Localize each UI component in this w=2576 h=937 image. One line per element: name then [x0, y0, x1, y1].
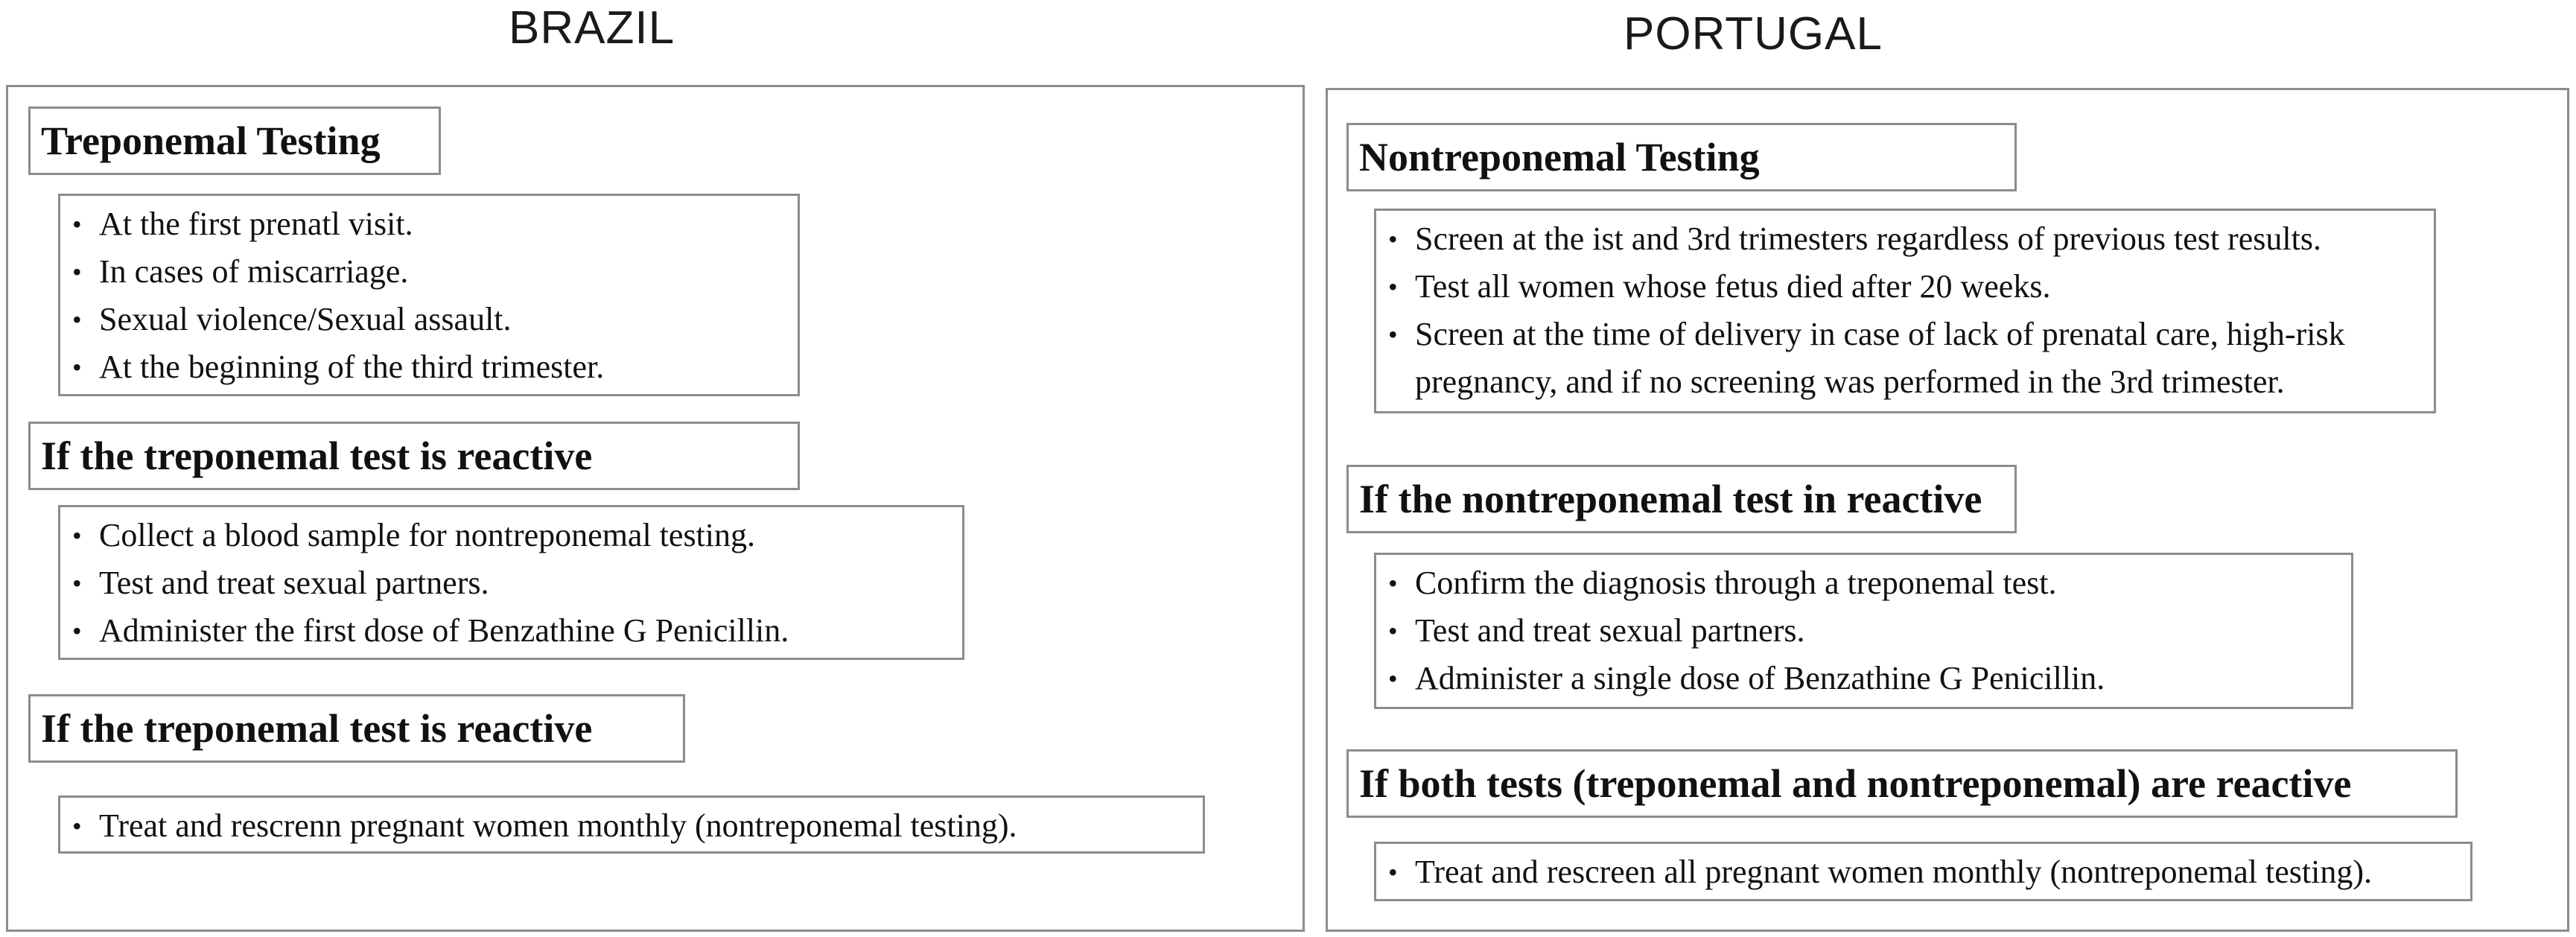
list-item: • Treat and rescrenn pregnant women monthly (nontreponemal testing). [60, 802, 1203, 850]
list-item: • Administer the first dose of Benzathine G Penicillin. [60, 607, 962, 655]
portugal-title: PORTUGAL [1623, 8, 1883, 60]
list-item: • At the beginning of the third trimester. [60, 343, 798, 391]
brazil-reactive-list-2 [58, 795, 1205, 854]
portugal-nontreponemal-testing-heading: Nontreponemal Testing [1346, 123, 2017, 191]
list-item: • Treat and rescreen all pregnant women monthly (nontreponemal testing). [1376, 848, 2470, 896]
list-item: • Collect a blood sample for nontreponemal testing. [60, 512, 962, 559]
list-item: • In cases of miscarriage. [60, 248, 798, 296]
portugal-both-reactive-list [1374, 842, 2472, 901]
portugal-nontreponemal-testing-list [1374, 209, 2436, 413]
list-item: • At the first prenatl visit. [60, 200, 798, 248]
list-item: • Test and treat sexual partners. [60, 559, 962, 607]
list-item: • Screen at the ist and 3rd trimesters regardless of previous test results. [1376, 215, 2434, 263]
brazil-treponemal-testing-list [58, 194, 800, 396]
portugal-reactive-list-1 [1374, 553, 2353, 709]
brazil-reactive-heading-1: If the treponemal test is reactive [28, 422, 800, 490]
list-item: • Test and treat sexual partners. [1376, 607, 2351, 655]
brazil-treponemal-testing-heading: Treponemal Testing [28, 107, 441, 175]
list-item: • Test all women whose fetus died after 20 weeks. [1376, 263, 2434, 311]
list-item: • Screen at the time of delivery in case of lack of prenatal care, high-risk [1376, 311, 2434, 358]
brazil-reactive-list-1 [58, 505, 964, 660]
portugal-reactive-heading-1: If the nontreponemal test in reactive [1346, 465, 2017, 533]
brazil-title: BRAZIL [509, 2, 675, 54]
list-item: • Administer a single dose of Benzathine G Penicillin. [1376, 655, 2351, 702]
list-item: • Confirm the diagnosis through a treponemal test. [1376, 559, 2351, 607]
brazil-reactive-heading-2: If the treponemal test is reactive [28, 694, 685, 763]
list-item: • Sexual violence/Sexual assault. [60, 296, 798, 343]
portugal-both-reactive-heading: If both tests (treponemal and nontreponemal) are reactive [1346, 749, 2458, 818]
list-item-continuation: pregnancy, and if no screening was performed in the 3rd trimester. [1415, 363, 2285, 400]
